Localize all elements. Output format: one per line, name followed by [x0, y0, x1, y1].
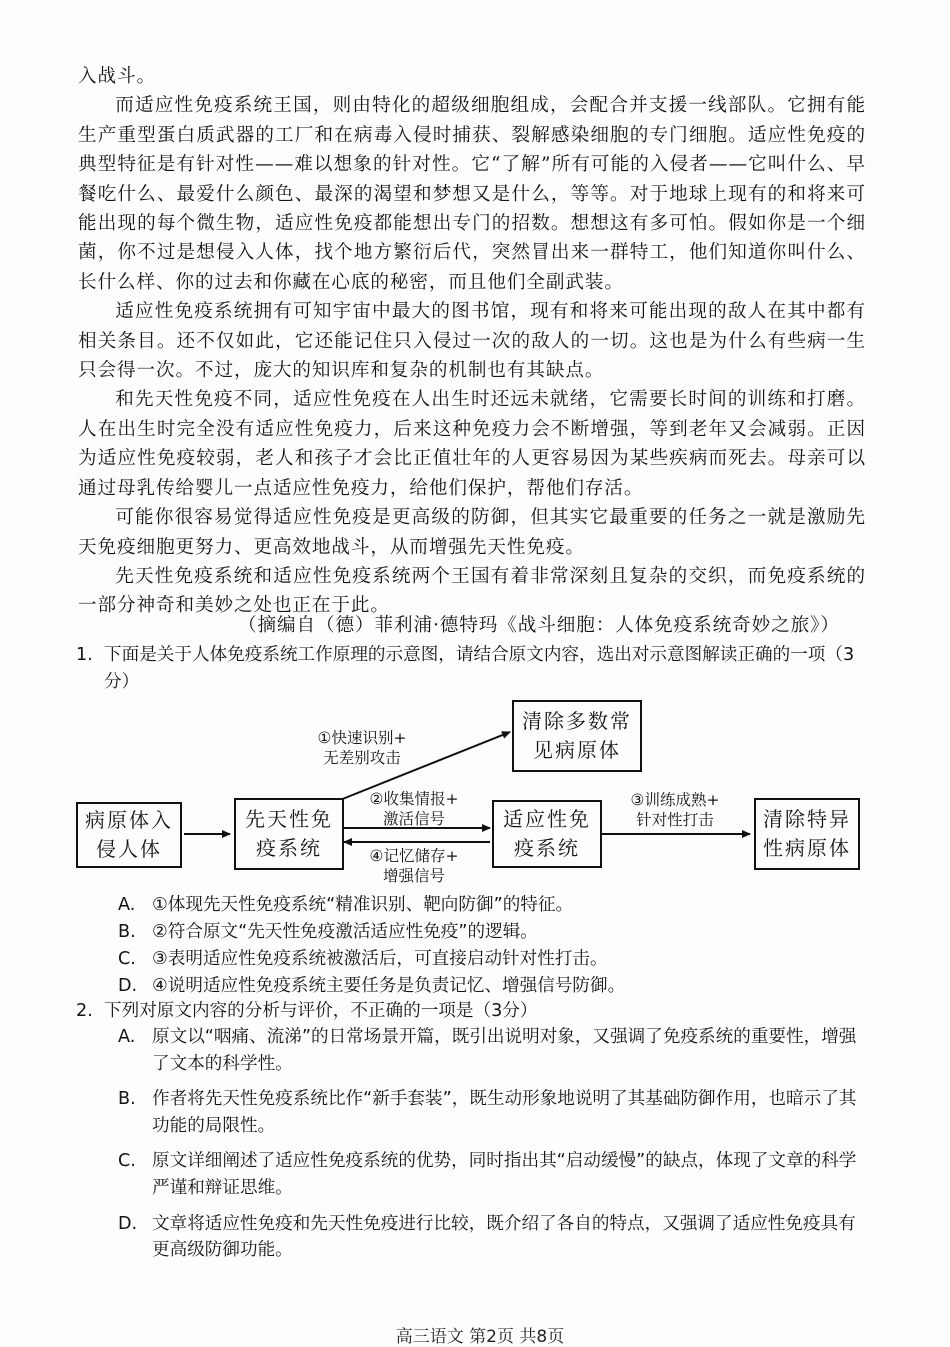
passage-paragraph: 适应性免疫系统拥有可知宇宙中最大的图书馆，现有和将来可能出现的敌人在其中都有相关条目。还不仅如此，它还能记住只入侵过一次的敌人的一切。这也是为什么有些病一生只会得一次。不过，庞大的知识库和复杂的机制也有其缺点。: [78, 301, 866, 382]
option-a[interactable]: [118, 1024, 860, 1077]
option-d[interactable]: [118, 973, 878, 1000]
option-label: C.: [118, 949, 136, 969]
edge-label-4-line1: ④记忆储存+: [369, 847, 459, 865]
question-number: 2.: [76, 1001, 93, 1021]
reading-passage: [78, 62, 866, 621]
option-text: ①体现先天性免疫系统“精准识别、靶向防御”的特征。: [152, 895, 574, 915]
option-b[interactable]: [118, 1086, 860, 1139]
edge-label-2: [354, 789, 474, 829]
option-text: ③表明适应性免疫系统被激活后，可直接启动针对性打击。: [152, 949, 608, 969]
box-innate-immunity: 先天性免疫系统: [234, 798, 344, 870]
option-label: D.: [118, 1213, 138, 1234]
option-label: A.: [118, 1027, 136, 1047]
option-text: 文章将适应性免疫和先天性免疫进行比较，既介绍了各自的特点，又强调了适应性免疫具有更高级防御功能。: [152, 1213, 856, 1261]
edge-label-1: [302, 728, 422, 768]
question-1: [76, 642, 876, 696]
edge-label-3-line1: ③训练成熟+: [630, 791, 720, 809]
passage-paragraph: 先天性免疫系统和适应性免疫系统两个王国有着非常深刻且复杂的交织，而免疫系统的一部分神奇和美妙之处也正在于此。: [78, 565, 866, 617]
option-c[interactable]: [118, 1148, 860, 1201]
option-label: A.: [118, 895, 136, 915]
option-label: B.: [118, 922, 136, 942]
option-text: 作者将先天性免疫系统比作“新手套装”，既生动形象地说明了其基础防御作用，也暗示了其功能的局限性。: [152, 1089, 857, 1136]
source-citation: （摘编自（德）菲利浦·德特玛《战斗细胞：人体免疫系统奇妙之旅》）: [238, 615, 840, 636]
box-pathogen-invasion: 病原体入侵人体: [76, 802, 182, 868]
option-text: 原文以“咽痛、流涕”的日常场景开篇，既引出说明对象，又强调了免疫系统的重要性，增强了文本的科学性。: [152, 1027, 857, 1074]
edge-label-2-line2: 激活信号: [382, 810, 445, 828]
option-text: ④说明适应性免疫系统主要任务是负责记忆、增强信号防御。: [152, 976, 626, 996]
immune-system-diagram: [70, 690, 890, 890]
edge-label-4-line2: 增强信号: [382, 867, 445, 885]
option-label: B.: [118, 1089, 136, 1110]
option-c[interactable]: [118, 946, 878, 973]
page-footer: 高三语文 第2页 共8页: [395, 1327, 565, 1347]
question-stem: 下列对原文内容的分析与评价，不正确的一项是（3分）: [104, 1001, 538, 1021]
option-text: 原文详细阐述了适应性免疫系统的优势，同时指出其“启动缓慢”的缺点，体现了文章的科学严谨和辩证思维。: [152, 1151, 857, 1198]
option-d[interactable]: [118, 1211, 860, 1264]
question-1-options: [118, 892, 878, 1000]
edge-label-3: [610, 790, 740, 830]
edge-label-1-line1: ①快速识别+: [317, 729, 407, 747]
question-2-options: [118, 1024, 860, 1273]
edge-label-2-line1: ②收集情报+: [369, 790, 459, 808]
question-stem: 下面是关于人体免疫系统工作原理的示意图，请结合原文内容，选出对示意图解读正确的一项（3分）: [104, 645, 855, 692]
edge-label-3-line2: 针对性打击: [636, 811, 714, 829]
option-label: D.: [118, 976, 138, 996]
option-a[interactable]: [118, 892, 878, 919]
question-number: 1.: [76, 645, 93, 665]
option-label: C.: [118, 1151, 136, 1172]
box-clear-common-pathogens: 清除多数常见病原体: [512, 700, 642, 772]
question-2: [76, 998, 876, 1025]
edge-label-1-line2: 无差别攻击: [323, 749, 401, 767]
box-clear-specific-pathogens: 清除特异性病原体: [754, 798, 860, 870]
passage-paragraph: 而适应性免疫系统王国，则由特化的超级细胞组成，会配合并支援一线部队。它拥有能生产重型蛋白质武器的工厂和在病毒入侵时捕获、裂解感染细胞的专门细胞。适应性免疫的典型特征是有针对性——难以想象的针对性。它“了解”所有可能的入侵者——它叫什么、早餐吃什么、最爱什么颜色、最深的渴望和梦想又是什么，等等。对于地球上现有的和将来可能出现的每个微生物，适应性免疫都能想出专门的招数。想想这有多可怕。假如你是一个细菌，你不过是想侵入人体，找个地方繁衍后代，突然冒出来一群特工，他们知道你叫什么、长什么样、你的过去和你藏在心底的秘密，而且他们全副武装。: [78, 95, 866, 293]
passage-paragraph: 可能你很容易觉得适应性免疫是更高级的防御，但其实它最重要的任务之一就是激励先天免疫细胞更努力、更高效地战斗，从而增强先天性免疫。: [78, 507, 866, 558]
option-text: ②符合原文“先天性免疫激活适应性免疫”的逻辑。: [152, 922, 538, 942]
option-b[interactable]: [118, 919, 878, 946]
passage-paragraph: 入战斗。: [78, 66, 156, 87]
edge-label-4: [354, 846, 474, 886]
box-adaptive-immunity: 适应性免疫系统: [492, 800, 602, 868]
passage-paragraph: 和先天性免疫不同，适应性免疫在人出生时还远未就绪，它需要长时间的训练和打磨。人在出生时完全没有适应性免疫力，后来这种免疫力会不断增强，等到老年又会减弱。正因为适应性免疫较弱，老人和孩子才会比正值壮年的人更容易因为某些疾病而死去。母亲可以通过母乳传给婴儿一点适应性免疫力，给他们保护，帮他们存活。: [78, 389, 866, 499]
